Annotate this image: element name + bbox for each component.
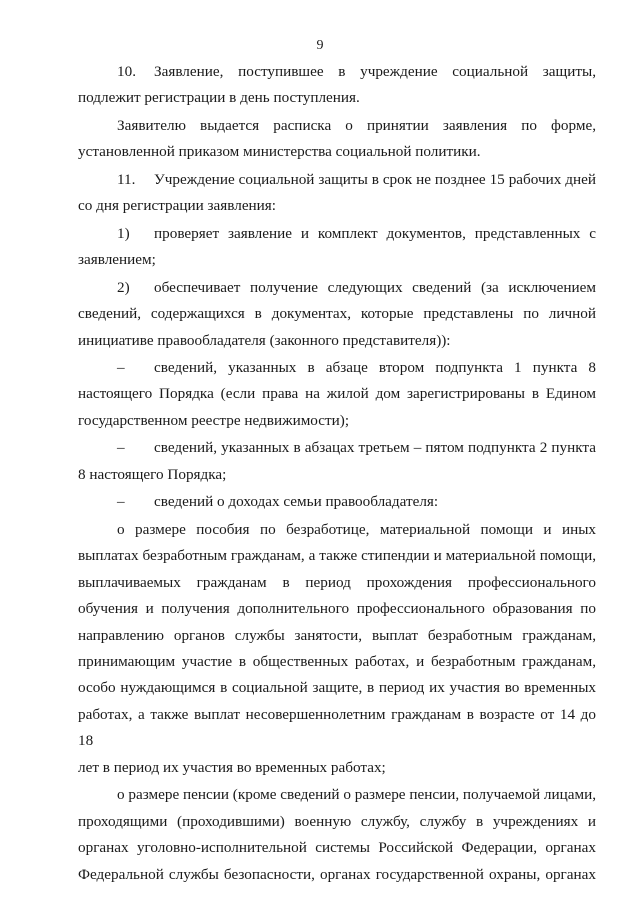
clause-number: 11. bbox=[117, 170, 136, 188]
paragraph-pension bbox=[78, 782, 596, 888]
text-line: сведений, содержащихся в документах, которые представлены по личной bbox=[78, 305, 596, 323]
dash-marker: – bbox=[117, 439, 125, 457]
text-line: Федеральной службы безопасности, органах государственной охраны, органах bbox=[78, 865, 596, 883]
text-line: настоящего Порядка (если права на жилой дом зарегистрированы в Едином bbox=[78, 385, 596, 403]
text-span: проверяет заявление и комплект документов, представленных с bbox=[154, 224, 596, 242]
text-line: выплатах безработным гражданам, а также стипендии и материальной помощи, bbox=[78, 547, 596, 565]
text-line bbox=[78, 221, 596, 247]
text-line: государственном реестре недвижимости); bbox=[78, 411, 350, 429]
paragraph-receipt bbox=[78, 113, 596, 166]
text-line bbox=[78, 275, 596, 301]
text-line: о размере пособия по безработице, материальной помощи и иных bbox=[117, 520, 596, 538]
dash-marker: – bbox=[117, 358, 125, 376]
text-span: сведений, указанных в абзаце втором подпункта 1 пункта 8 bbox=[154, 358, 596, 376]
document-body bbox=[78, 59, 596, 888]
text-line: проходящими (проходившими) военную службу, службу в учреждениях и bbox=[78, 812, 596, 830]
text-line: заявлением; bbox=[78, 251, 156, 269]
text-line: выплачиваемых гражданам в период прохождения профессионального bbox=[78, 573, 596, 591]
text-line bbox=[78, 167, 596, 193]
text-span: обеспечивает получение следующих сведений (за исключением bbox=[154, 278, 596, 296]
page-number: 9 bbox=[316, 38, 324, 53]
text-line: органах уголовно-исполнительной системы Российской Федерации, органах bbox=[78, 839, 596, 857]
text-line: о размере пенсии (кроме сведений о размере пенсии, получаемой лицами, bbox=[117, 786, 596, 804]
text-line bbox=[78, 489, 596, 515]
text-line: особо нуждающимся в социальной защите, в период их участия во временных bbox=[78, 679, 596, 697]
text-line: Заявителю выдается расписка о принятии заявления по форме, bbox=[117, 116, 596, 134]
text-line bbox=[78, 355, 596, 381]
dash-marker: – bbox=[117, 493, 125, 511]
text-span: Заявление, поступившее в учреждение социальной защиты, bbox=[154, 63, 596, 80]
text-line: работах, а также выплат несовершеннолетним гражданам в возрасте от 14 до 18 bbox=[78, 705, 596, 750]
text-line: лет в период их участия во временных работах; bbox=[78, 758, 386, 776]
item-number: 2) bbox=[117, 278, 130, 296]
paragraph-10 bbox=[78, 59, 596, 112]
text-line: 8 настоящего Порядка; bbox=[78, 465, 227, 483]
paragraph-11 bbox=[78, 167, 596, 220]
text-line: инициативе правообладателя (законного представителя)): bbox=[78, 331, 451, 349]
text-span: Учреждение социальной защиты в срок не позднее 15 рабочих дней bbox=[154, 170, 596, 188]
list-item-1 bbox=[78, 221, 596, 274]
text-line: принимающим участие в общественных работах, и безработным гражданам, bbox=[78, 652, 596, 670]
clause-number: 10. bbox=[117, 63, 136, 80]
text-line: установленной приказом министерства социальной политики. bbox=[78, 143, 481, 161]
text-line: подлежит регистрации в день поступления. bbox=[78, 89, 360, 107]
dash-item-1 bbox=[78, 355, 596, 434]
text-line bbox=[78, 59, 596, 85]
item-number: 1) bbox=[117, 224, 130, 242]
paragraph-unemployment bbox=[78, 517, 596, 782]
text-line: обучения и получения дополнительного профессионального образования по bbox=[78, 600, 596, 618]
text-line: со дня регистрации заявления: bbox=[78, 197, 277, 215]
text-span: сведений о доходах семьи правообладателя: bbox=[154, 493, 439, 511]
text-span: сведений, указанных в абзацах третьем – пятом подпункта 2 пункта bbox=[154, 439, 596, 457]
dash-item-3 bbox=[78, 489, 596, 515]
list-item-2 bbox=[78, 275, 596, 354]
text-line: направлению органов службы занятости, выплат безработным гражданам, bbox=[78, 626, 596, 644]
text-line bbox=[78, 435, 596, 461]
dash-item-2 bbox=[78, 435, 596, 488]
